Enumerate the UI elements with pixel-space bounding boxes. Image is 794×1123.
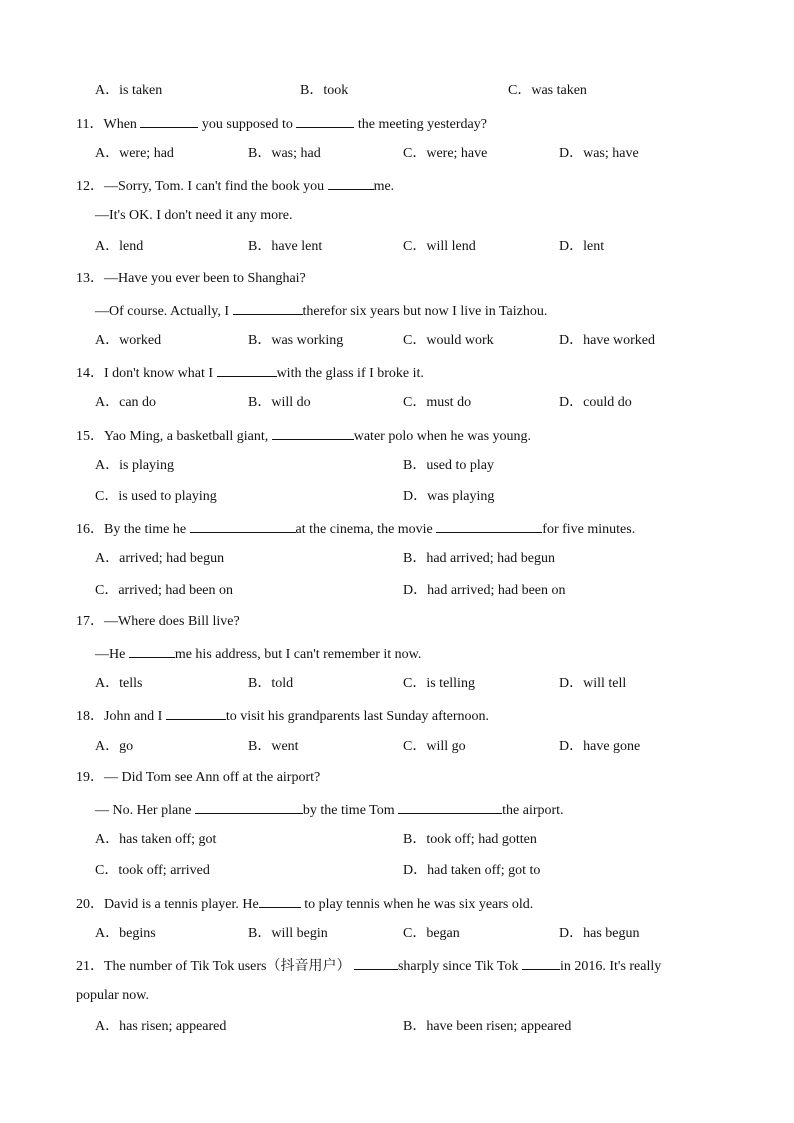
q12-option-d[interactable]: D．lent [559,239,605,254]
q14-option-c[interactable]: C．must do [403,395,472,410]
q11-option-d[interactable]: D．was; have [559,146,639,161]
q19-blank-2[interactable] [398,800,502,814]
q15-blank[interactable] [272,426,354,440]
q10-option-a[interactable]: A．is taken [95,83,163,98]
q21-option-b[interactable]: B．have been risen; appeared [403,1019,572,1034]
q20-number: 20． [76,897,104,912]
q18-option-b[interactable]: B．went [248,739,299,754]
q11-blank-1[interactable] [140,114,198,128]
q14-option-b[interactable]: B．will do [248,395,311,410]
q12-blank[interactable] [328,176,374,190]
q21-stem-cont: popular now. [76,988,149,1003]
q15-option-a[interactable]: A．is playing [95,458,174,473]
q15-stem: 15．Yao Ming, a basketball giant, water polo when he was young. [76,426,531,446]
q12-option-c[interactable]: C．will lend [403,239,476,254]
q14-stem: 14．I don't know what I with the glass if I broke it. [76,363,424,383]
q13-option-d[interactable]: D．have worked [559,333,656,348]
q12-option-b[interactable]: B．have lent [248,239,323,254]
q16-option-a[interactable]: A．arrived; had begun [95,551,225,566]
q17-option-a[interactable]: A．tells [95,676,143,691]
q21-stem: 21．The number of Tik Tok users（抖音用户） sharply since Tik Tok in 2016. It's really [76,956,661,976]
q17-number: 17． [76,614,104,629]
q13-number: 13． [76,271,104,286]
q14-option-d[interactable]: D．could do [559,395,632,410]
q16-number: 16． [76,522,104,537]
q17-option-b[interactable]: B．told [248,676,294,691]
q13-option-b[interactable]: B．was working [248,333,344,348]
q18-stem: 18．John and I to visit his grandparents last Sunday afternoon. [76,706,489,726]
q11-option-a[interactable]: A．were; had [95,146,174,161]
q19-option-b[interactable]: B．took off; had gotten [403,832,537,847]
q16-stem: 16．By the time he at the cinema, the movie for five minutes. [76,519,635,539]
q20-option-c[interactable]: C．began [403,926,460,941]
q19-option-d[interactable]: D．had taken off; got to [403,863,541,878]
q18-blank[interactable] [166,706,226,720]
q16-option-c[interactable]: C．arrived; had been on [95,583,234,598]
q17-stem: 17．—Where does Bill live? [76,614,240,629]
q16-option-b[interactable]: B．had arrived; had begun [403,551,556,566]
q13-reply: —Of course. Actually, I therefor six years but now I live in Taizhou. [95,301,547,321]
q14-option-a[interactable]: A．can do [95,395,157,410]
q16-blank-1[interactable] [190,519,296,533]
q21-blank-2[interactable] [522,956,560,970]
q19-stem: 19．— Did Tom see Ann off at the airport? [76,770,321,785]
q19-blank-1[interactable] [195,800,303,814]
q15-option-b[interactable]: B．used to play [403,458,494,473]
q20-stem: 20．David is a tennis player. He to play tennis when he was six years old. [76,894,533,914]
q11-stem: 11．When you supposed to the meeting yesterday? [76,114,487,134]
q20-option-d[interactable]: D．has begun [559,926,640,941]
q11-option-b[interactable]: B．was; had [248,146,321,161]
q11-option-c[interactable]: C．were; have [403,146,488,161]
q14-number: 14． [76,366,104,381]
q12-reply: —It's OK. I don't need it any more. [95,208,293,223]
q20-blank[interactable] [259,894,301,908]
q15-number: 15． [76,429,104,444]
q15-option-d[interactable]: D．was playing [403,489,495,504]
q21-blank-1[interactable] [354,956,398,970]
q20-option-a[interactable]: A．begins [95,926,156,941]
q10-option-c[interactable]: C．was taken [508,83,587,98]
q19-option-c[interactable]: C．took off; arrived [95,863,210,878]
q15-option-c[interactable]: C．is used to playing [95,489,217,504]
q17-reply: —He me his address, but I can't remember it now. [95,644,421,664]
q12-option-a[interactable]: A．lend [95,239,144,254]
q17-option-d[interactable]: D．will tell [559,676,627,691]
q19-number: 19． [76,770,104,785]
q19-option-a[interactable]: A．has taken off; got [95,832,217,847]
q13-stem: 13．—Have you ever been to Shanghai? [76,271,306,286]
q13-blank[interactable] [233,301,303,315]
q21-number: 21． [76,959,104,974]
q17-blank[interactable] [129,644,175,658]
q18-option-c[interactable]: C．will go [403,739,466,754]
q13-option-c[interactable]: C．would work [403,333,494,348]
q12-stem: 12．—Sorry, Tom. I can't find the book you me. [76,176,394,196]
q13-option-a[interactable]: A．worked [95,333,162,348]
q17-option-c[interactable]: C．is telling [403,676,475,691]
q20-option-b[interactable]: B．will begin [248,926,328,941]
q21-option-a[interactable]: A．has risen; appeared [95,1019,227,1034]
q11-number: 11． [76,117,104,132]
q19-reply: — No. Her plane by the time Tom the airport. [95,800,564,820]
q18-number: 18． [76,709,104,724]
q11-blank-2[interactable] [296,114,354,128]
q10-option-b[interactable]: B．took [300,83,349,98]
q18-option-d[interactable]: D．have gone [559,739,641,754]
q12-number: 12． [76,179,104,194]
q16-blank-2[interactable] [436,519,542,533]
q14-blank[interactable] [217,363,277,377]
q16-option-d[interactable]: D．had arrived; had been on [403,583,566,598]
q18-option-a[interactable]: A．go [95,739,134,754]
